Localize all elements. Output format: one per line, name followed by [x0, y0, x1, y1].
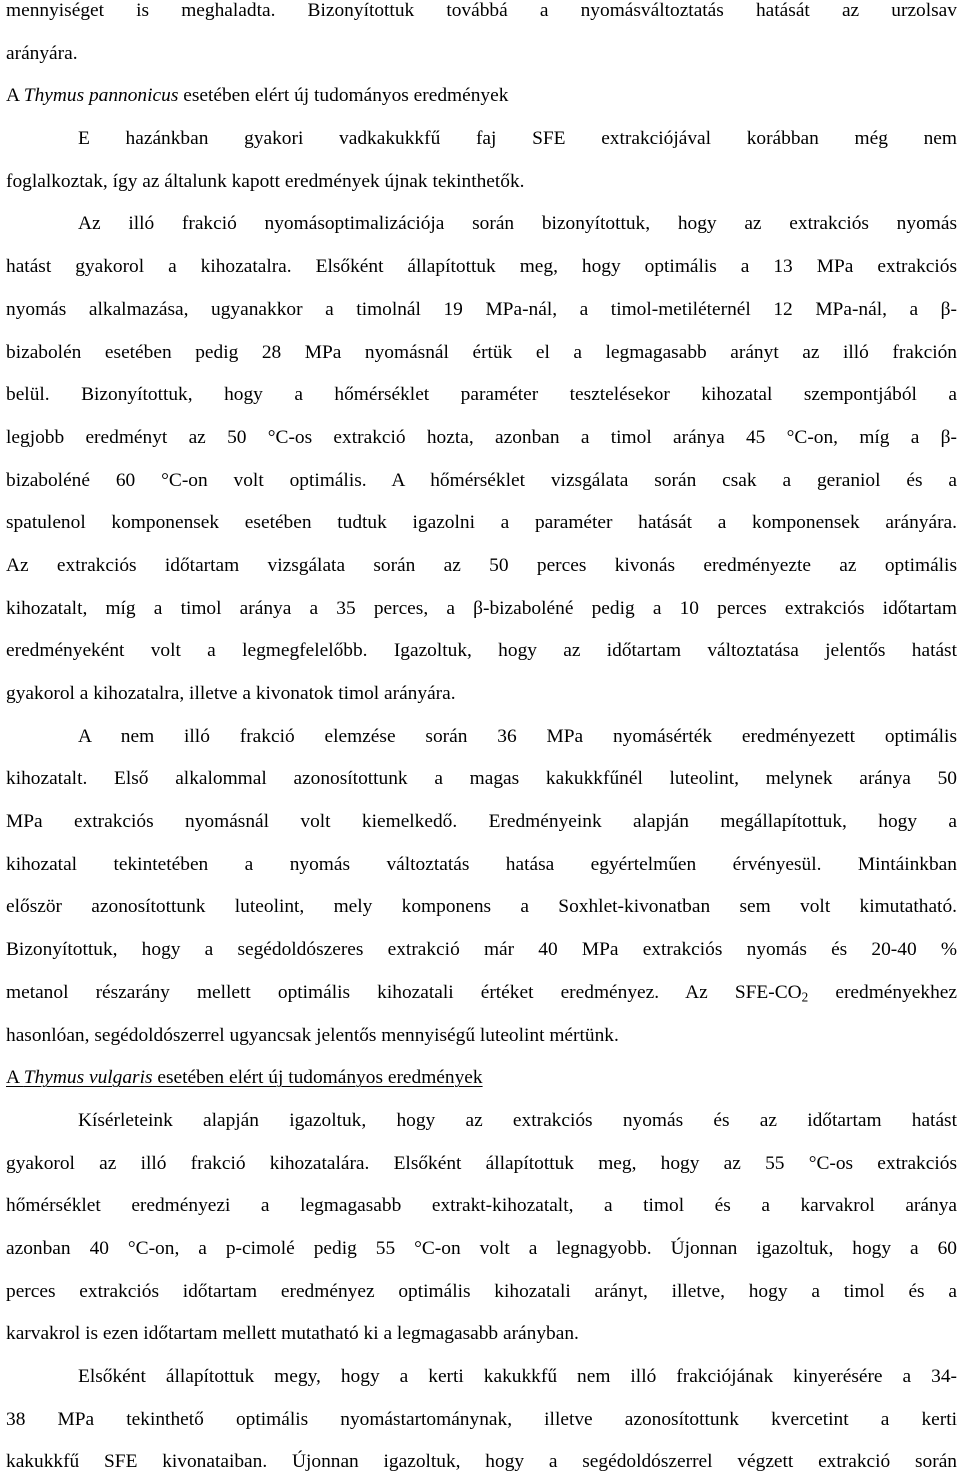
paragraph-line: belül. Bizonyítottuk, hogy a hőmérséklet paraméter tesztelésekor kihozatal szempontjából a: [6, 384, 957, 406]
paragraph-line: kihozatal tekintetében a nyomás változtatás hatása egyértelműen érvényesül. Mintáinkban: [6, 853, 957, 875]
species-name: Thymus pannonicus: [23, 85, 179, 107]
co2-text-after: eredményekhez: [808, 981, 957, 1003]
heading-prefix: A: [6, 1067, 24, 1089]
paragraph-line: Bizonyítottuk, hogy a segédoldószeres extrakció már 40 MPa extrakciós nyomás és 20-40 %: [6, 939, 957, 961]
paragraph-line: bizabolén esetében pedig 28 MPa nyomásnál értük el a legmagasabb arányt az illó frakción: [6, 341, 957, 363]
paragraph-line: arányára.: [6, 42, 78, 64]
heading-prefix: A: [6, 85, 24, 107]
section-heading-thymus-vulgaris: [6, 1057, 957, 1100]
paragraph-line: kihozatalt. Első alkalommal azonosítottunk a magas kakukkfűnél luteolint, melynek aránya 50: [6, 768, 957, 790]
paragraph-line: gyakorol a kihozatalra, illetve a kivonatok timol arányára.: [6, 683, 456, 704]
heading-suffix: esetében elért új tudományos eredmények: [152, 1067, 483, 1089]
paragraph-line: hasonlóan, segédoldószerrel ugyancsak jelentős mennyiségű luteolint mértünk.: [6, 1024, 619, 1046]
heading-suffix: esetében elért új tudományos eredmények: [178, 85, 509, 107]
paragraph-line: Az extrakciós időtartam vizsgálata során az 50 perces kivonás eredményezte az optimális: [6, 554, 957, 576]
paragraph-line: hőmérséklet eredményezi a legmagasabb extrakt-kihozatalt, a timol és a karvakrol aránya: [6, 1195, 957, 1217]
document-page: [6, 0, 957, 1484]
paragraph-line: azonban 40 °C-on, a p-cimolé pedig 55 °C-on volt a legnagyobb. Újonnan igazoltuk, hogy a 60: [6, 1237, 957, 1259]
paragraph-line: nyomás alkalmazása, ugyanakkor a timolnál 19 MPa-nál, a timol-metiléternél 12 MPa-nál, a β-: [6, 298, 957, 320]
paragraph-line: 38 MPa tekinthető optimális nyomástartománynak, illetve azonosítottunk kvercetint a kerti: [6, 1408, 957, 1430]
paragraph-line: gyakorol az illó frakció kihozatalára. Elsőként állapítottuk meg, hogy az 55 °C-os extrakciós: [6, 1152, 957, 1174]
paragraph-line: kakukkfű SFE kivonataiban. Újonnan igazoltuk, hogy a segédoldószerrel végzett extrakció során: [6, 1451, 957, 1473]
co2-subscript: 2: [801, 989, 809, 1005]
paragraph-line: mennyiséget is meghaladta. Bizonyítottuk továbbá a nyomásváltoztatás hatását az urzolsav: [6, 0, 957, 21]
section-heading-thymus-pannonicus: [6, 75, 957, 118]
paragraph-line: karvakrol is ezen időtartam mellett mutatható ki a legmagasabb arányban.: [6, 1323, 579, 1345]
paragraph-line: perces extrakciós időtartam eredményez optimális kihozatali arányt, illetve, hogy a timol és a: [6, 1280, 957, 1302]
paragraph-line: A nem illó frakció elemzése során 36 MPa nyomásérték eredményezett optimális: [78, 725, 957, 747]
paragraph-line: spatulenol komponensek esetében tudtuk igazolni a paraméter hatását a komponensek arányára.: [6, 512, 957, 534]
paragraph-line: E hazánkban gyakori vadkakukkfű faj SFE extrakciójával korábban még nem: [78, 128, 957, 150]
co2-text-before: metanol részarány mellett optimális kihozatali értéket eredményez. Az SFE-CO: [6, 981, 802, 1003]
paragraph-line: hatást gyakorol a kihozatalra. Elsőként állapítottuk meg, hogy optimális a 13 MPa extrakciós: [6, 256, 957, 278]
paragraph-line: Az illó frakció nyomásoptimalizációja során bizonyítottuk, hogy az extrakciós nyomás: [78, 213, 957, 235]
paragraph-line: eredményeként volt a legmegfelelőbb. Igazoltuk, hogy az időtartam változtatása jelentős hatást: [6, 640, 957, 662]
paragraph-line: MPa extrakciós nyomásnál volt kiemelkedő. Eredményeink alapján megállapítottuk, hogy a: [6, 811, 957, 833]
paragraph-line: bizaboléné 60 °C-on volt optimális. A hőmérséklet vizsgálata során csak a geraniol és a: [6, 469, 957, 491]
heading-underlined: [6, 1067, 483, 1088]
species-name: Thymus vulgaris: [23, 1067, 153, 1089]
paragraph-line: kihozatalt, míg a timol aránya a 35 perces, a β-bizaboléné pedig a 10 perces extrakciós időtartam: [6, 597, 957, 619]
paragraph-line: Elsőként állapítottuk megy, hogy a kerti kakukkfű nem illó frakciójának kinyerésére a 34-: [78, 1366, 957, 1387]
paragraph-line: foglalkoztak, így az általunk kapott eredmények újnak tekinthetők.: [6, 170, 525, 192]
paragraph-line: először azonosítottunk luteolint, mely komponens a Soxhlet-kivonatban sem volt kimutatható.: [6, 896, 957, 918]
paragraph-line-sfe-co2: [6, 972, 957, 1015]
paragraph-line: legjobb eredményt az 50 °C-os extrakció hozta, azonban a timol aránya 45 °C-on, míg a β-: [6, 426, 957, 448]
paragraph-line: Kísérleteink alapján igazoltuk, hogy az extrakciós nyomás és az időtartam hatást: [78, 1109, 957, 1131]
